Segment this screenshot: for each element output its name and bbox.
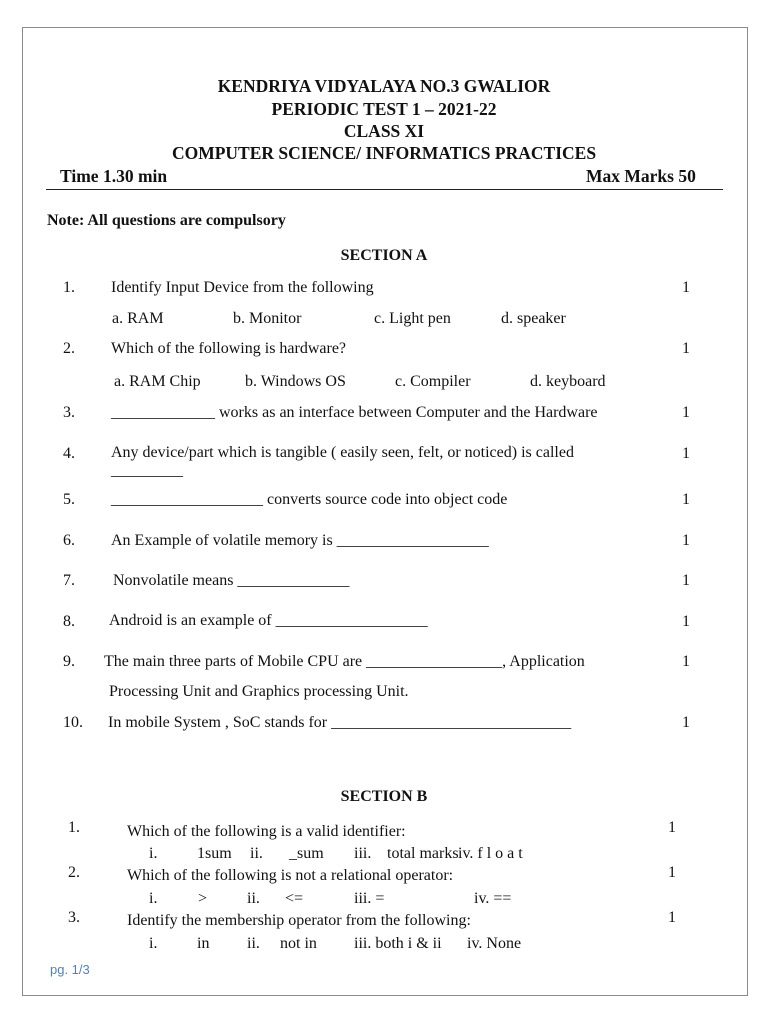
option: ii. (247, 935, 260, 952)
option: in (197, 935, 210, 952)
option: iii. (354, 845, 372, 862)
option: i. (149, 845, 158, 862)
question-text: The main three parts of Mobile CPU are _________________, Application (104, 653, 585, 670)
question-marks: 1 (682, 572, 690, 589)
option: > (198, 890, 208, 907)
option: a. RAM Chip (114, 373, 201, 390)
option: b. Monitor (233, 310, 302, 327)
question-marks: 1 (682, 445, 690, 462)
option: iv. f l o a t (458, 845, 523, 862)
option: _sum (289, 845, 324, 862)
option: c. Compiler (395, 373, 471, 390)
question-number: 5. (63, 491, 75, 508)
time-label: Time 1.30 min (60, 166, 168, 186)
question-text: Nonvolatile means ______________ (113, 572, 350, 589)
school-name: KENDRIYA VIDYALAYA NO.3 GWALIOR (217, 76, 551, 96)
option: iii. = (354, 890, 385, 907)
question-marks: 1 (682, 491, 690, 508)
test-title: PERIODIC TEST 1 – 2021-22 (271, 99, 497, 119)
option: 1sum (197, 845, 232, 862)
question-number: 3. (68, 909, 80, 926)
question-number: 2. (63, 340, 75, 357)
section-a-title: SECTION A (340, 247, 428, 264)
question-number: 3. (63, 404, 75, 421)
question-marks: 1 (682, 279, 690, 296)
option: <= (285, 890, 304, 907)
question-marks: 1 (668, 909, 676, 926)
question-number: 9. (63, 653, 75, 670)
question-number: 8. (63, 613, 75, 630)
question-marks: 1 (682, 613, 690, 630)
max-marks-label: Max Marks 50 (586, 166, 696, 186)
question-text: Android is an example of ___________________ (109, 612, 428, 629)
question-number: 7. (63, 572, 75, 589)
question-marks: 1 (682, 532, 690, 549)
question-text-continued: Processing Unit and Graphics processing Unit. (109, 683, 409, 700)
page-number: pg. 1/3 (50, 962, 90, 977)
question-text: Which of the following is a valid identifier: (127, 823, 406, 840)
question-text: _____________ works as an interface between Computer and the Hardware (111, 404, 598, 421)
option: not in (280, 935, 317, 952)
question-number: 4. (63, 445, 75, 462)
option: d. speaker (501, 310, 566, 327)
question-text: Which of the following is hardware? (111, 340, 347, 357)
question-text: In mobile System , SoC stands for ______________________________ (108, 714, 572, 731)
option: total marks (387, 845, 459, 862)
question-number: 6. (63, 532, 75, 549)
question-marks: 1 (682, 340, 690, 357)
option: ii. (247, 890, 260, 907)
question-number: 1. (63, 279, 75, 296)
question-text-continued: _________ (111, 462, 183, 479)
question-text: Identify Input Device from the following (111, 279, 374, 296)
option: ii. (250, 845, 263, 862)
section-b-title: SECTION B (340, 788, 428, 805)
option: iv. None (467, 935, 522, 952)
question-number: 2. (68, 864, 80, 881)
question-text: ___________________ converts source code into object code (111, 491, 508, 508)
subject-title: COMPUTER SCIENCE/ INFORMATICS PRACTICES (171, 143, 597, 163)
question-marks: 1 (668, 819, 676, 836)
question-marks: 1 (682, 714, 690, 731)
question-text: Identify the membership operator from the following: (127, 912, 471, 929)
question-text: Which of the following is not a relational operator: (127, 867, 454, 884)
option: iii. both i & ii (354, 935, 442, 952)
option: i. (149, 890, 158, 907)
question-text: An Example of volatile memory is ___________________ (111, 532, 489, 549)
option: d. keyboard (530, 373, 606, 390)
class-label: CLASS XI (343, 121, 425, 141)
option: a. RAM (112, 310, 164, 327)
question-marks: 1 (682, 653, 690, 670)
option: i. (149, 935, 158, 952)
question-number: 10. (63, 714, 83, 731)
option: b. Windows OS (245, 373, 346, 390)
header-rule (46, 189, 723, 190)
question-text: Any device/part which is tangible ( easily seen, felt, or noticed) is called (111, 444, 574, 461)
question-marks: 1 (668, 864, 676, 881)
option: c. Light pen (374, 310, 451, 327)
question-marks: 1 (682, 404, 690, 421)
note: Note: All questions are compulsory (47, 212, 286, 229)
option: iv. == (474, 890, 512, 907)
question-number: 1. (68, 819, 80, 836)
